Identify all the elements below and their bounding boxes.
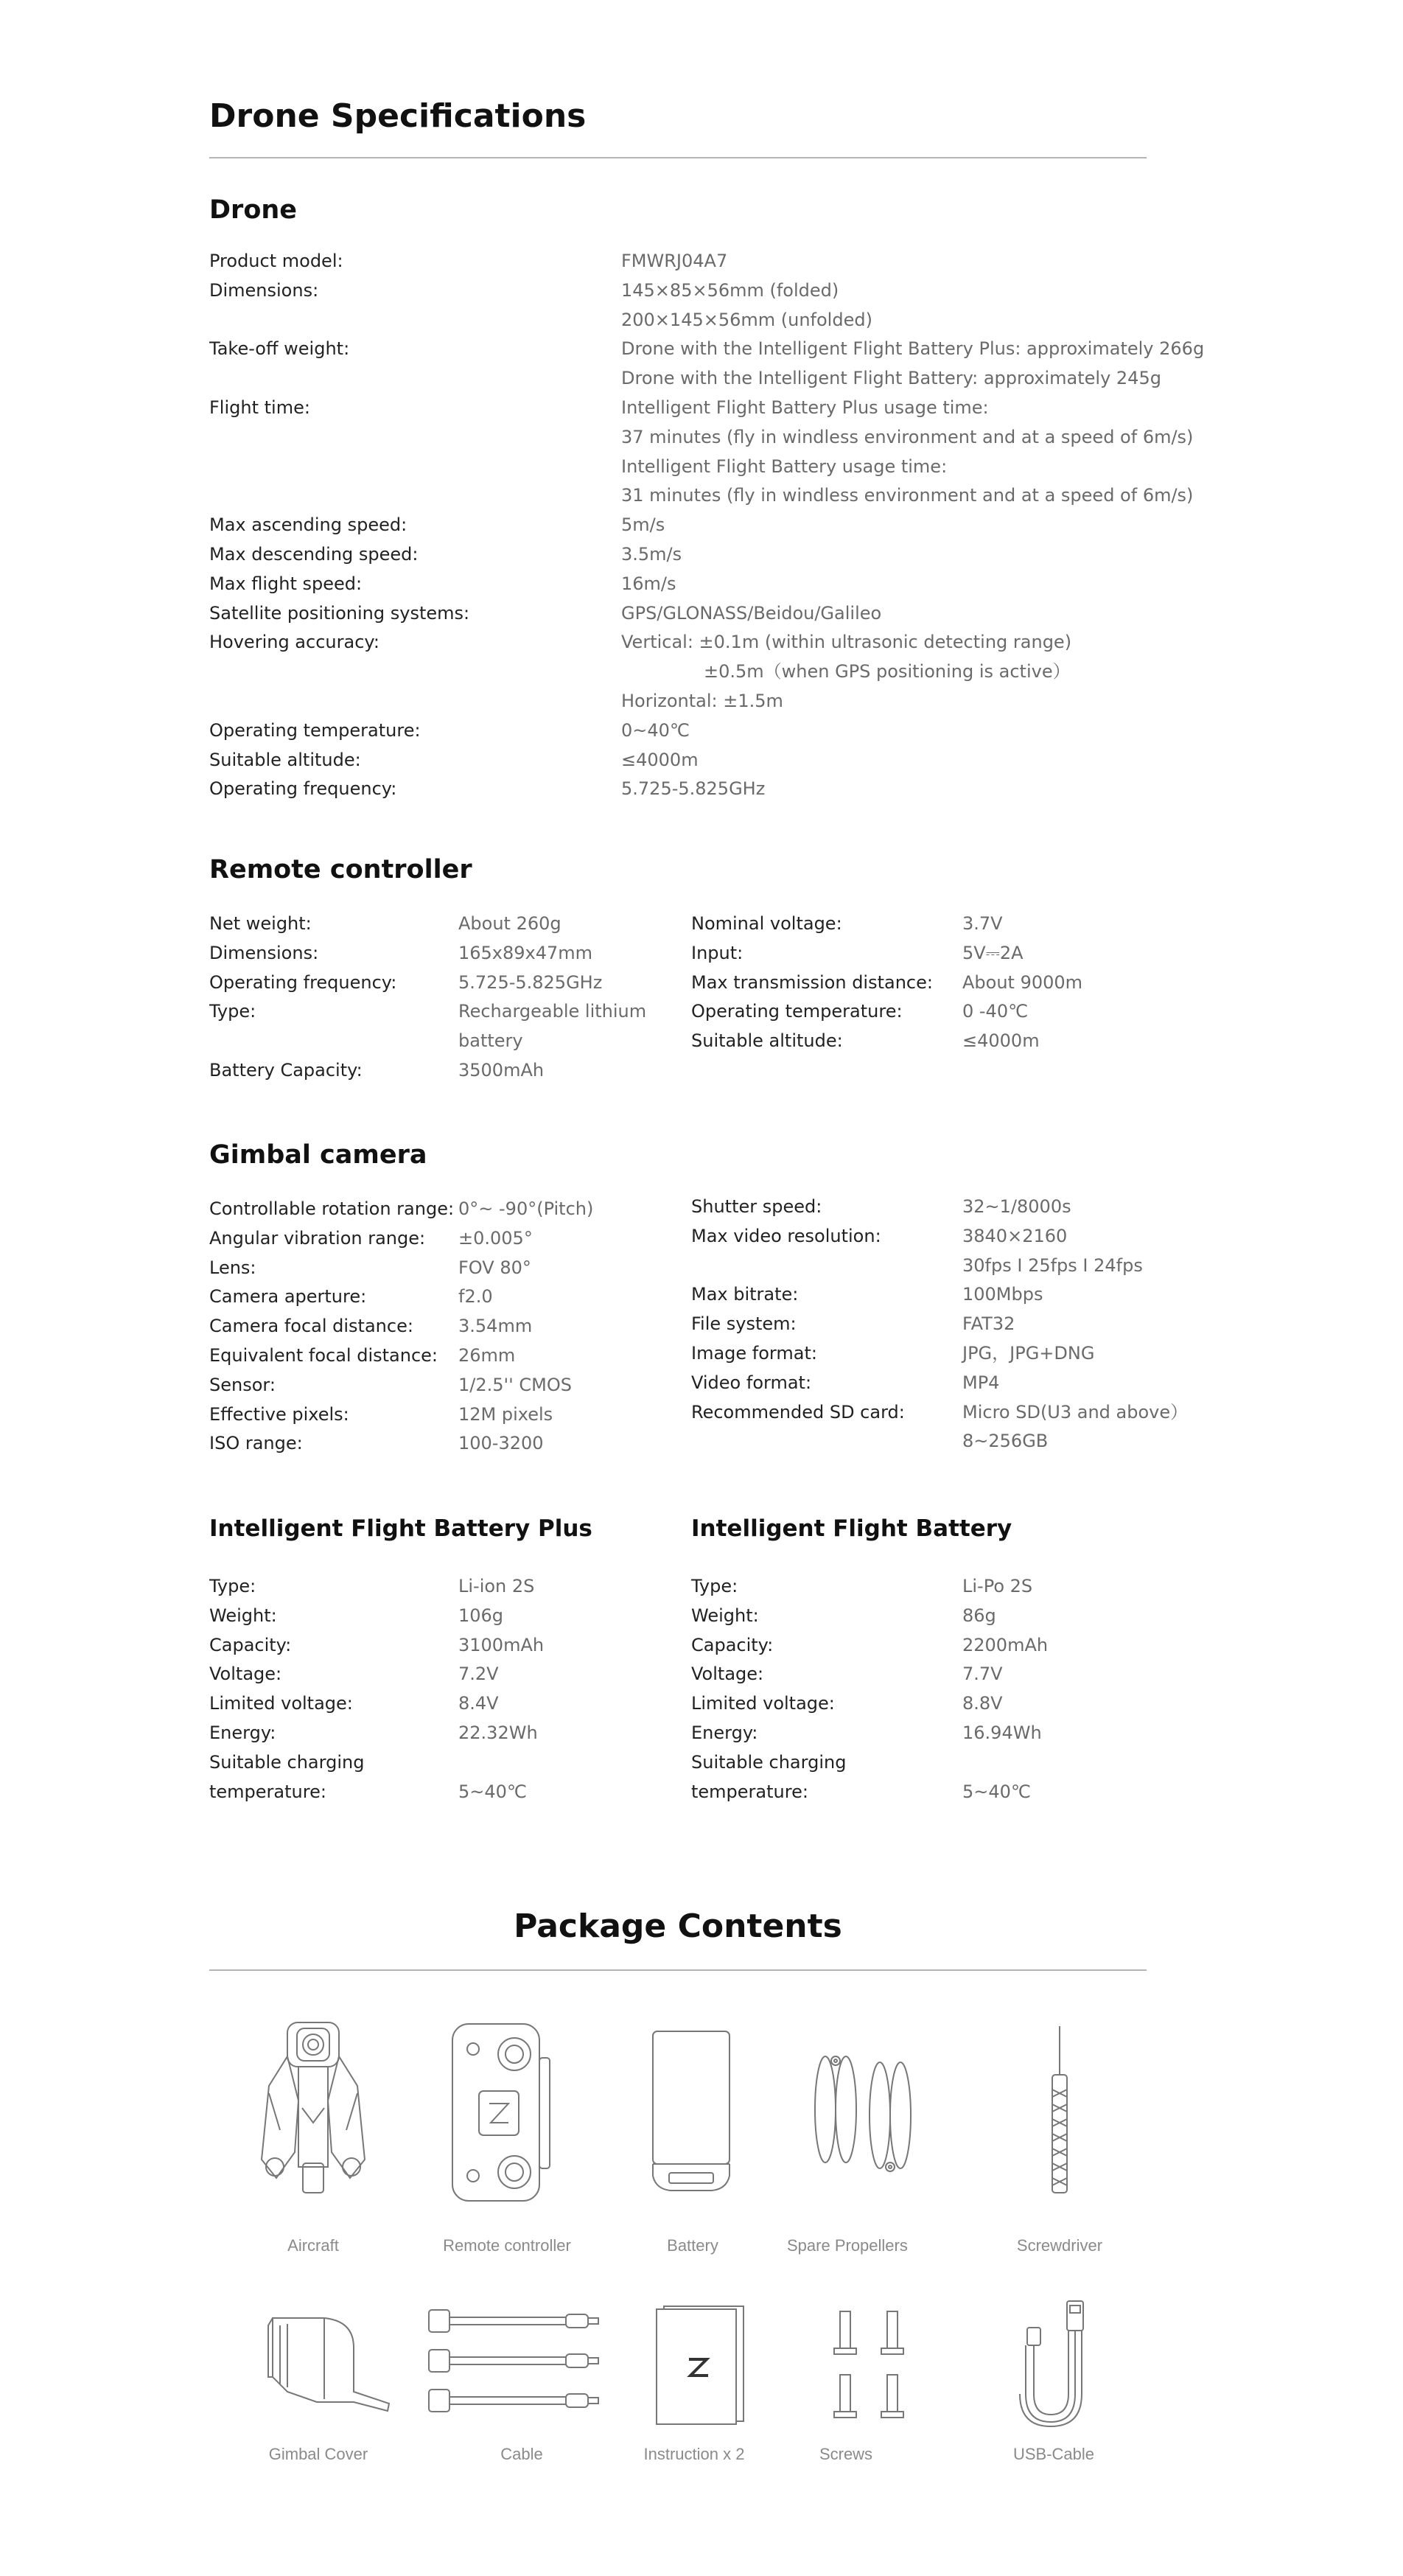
spec-label: Angular vibration range: (209, 1227, 426, 1249)
spec-value: GPS/GLONASS/Beidou/Galileo (621, 602, 882, 624)
caption-battery: Battery (667, 2236, 718, 2255)
spec-value: Drone with the Intelligent Flight Battery Plus: approximately 266g (621, 338, 1205, 360)
spec-label: Video format: (691, 1372, 812, 1393)
spec-value: 2200mAh (962, 1634, 1049, 1655)
spec-value: FAT32 (962, 1313, 1015, 1335)
spec-label: Dimensions: (209, 942, 319, 963)
spec-value: 5V⎓2A (962, 942, 1024, 963)
caption-screws: Screws (819, 2445, 873, 2463)
spec-label: Max ascending speed: (209, 514, 407, 536)
spec-value: 7.7V (962, 1664, 1003, 1685)
spec-value: 100-3200 (458, 1433, 544, 1454)
spec-label: Suitable charging (691, 1751, 847, 1773)
spec-value: Vertical: ±0.1m (within ultrasonic detecting range) (621, 632, 1072, 653)
spec-label: Energy: (209, 1722, 276, 1743)
battery-icon (648, 2028, 737, 2198)
spec-label: Suitable charging (209, 1751, 365, 1773)
spec-label: Product model: (209, 251, 343, 271)
spec-label: Nominal voltage: (691, 913, 842, 934)
spec-value: 12M pixels (458, 1403, 553, 1425)
spec-value: 3100mAh (458, 1634, 545, 1655)
spec-label: Suitable altitude: (209, 749, 361, 770)
spec-label: Type: (209, 1576, 256, 1596)
gimbal-cover-icon (258, 2311, 391, 2421)
spec-label: Operating frequency: (209, 778, 397, 800)
spec-value: 5~40℃ (458, 1781, 527, 1802)
instruction-icon (652, 2303, 748, 2425)
spec-label: Controllable rotation range: (209, 1198, 455, 1219)
spec-value: 3.54mm (458, 1316, 533, 1337)
spec-label: File system: (691, 1313, 797, 1335)
spec-value: 8~256GB (962, 1431, 1049, 1452)
spec-value: 165x89x47mm (458, 942, 593, 963)
spec-label: Input: (691, 942, 744, 963)
spec-label: Sensor: (209, 1374, 276, 1395)
spec-value: 8.4V (458, 1693, 499, 1714)
spec-label: Weight: (209, 1605, 277, 1626)
spec-label: Recommended SD card: (691, 1401, 905, 1423)
caption-spare-propellers: Spare Propellers (787, 2236, 908, 2255)
spec-value: Li-Po 2S (962, 1576, 1033, 1596)
spec-value: 3.5m/s (621, 544, 682, 565)
spec-value: 7.2V (458, 1664, 499, 1685)
spec-label: temperature: (691, 1781, 808, 1802)
spec-value: 0~40℃ (621, 719, 690, 741)
spec-value: 31 minutes (fly in windless environment and at a speed of 6m/s) (621, 485, 1194, 506)
spec-value: 8.8V (962, 1693, 1003, 1714)
spec-label: Max transmission distance: (691, 971, 933, 993)
spec-label: Effective pixels: (209, 1403, 349, 1425)
spec-label: Satellite positioning systems: (209, 602, 470, 624)
spec-value: 1/2.5'' CMOS (458, 1374, 572, 1395)
spec-value: 100Mbps (962, 1284, 1043, 1305)
caption-remote-controller: Remote controller (443, 2236, 571, 2255)
spec-label: Type: (691, 1576, 738, 1596)
spec-value: About 260g (458, 913, 561, 934)
spec-label: Take-off weight: (209, 338, 350, 360)
caption-screwdriver: Screwdriver (1016, 2236, 1103, 2255)
spec-value: 32~1/8000s (962, 1196, 1071, 1217)
spec-value: 3500mAh (458, 1060, 545, 1081)
spec-value: 106g (458, 1605, 504, 1626)
spec-label: Max flight speed: (209, 573, 363, 594)
cable-icon (426, 2300, 603, 2425)
spec-title: Drone Specifications (209, 97, 587, 135)
spec-value: 16m/s (621, 573, 676, 594)
spec-value: JPG，JPG+DNG (962, 1343, 1095, 1364)
caption-instruction: Instruction x 2 (643, 2445, 745, 2463)
spec-value: 200×145×56mm (unfolded) (621, 309, 872, 330)
spec-value: About 9000m (962, 971, 1083, 993)
spec-value: 5.725-5.825GHz (621, 778, 766, 800)
spec-value: 0 -40℃ (962, 1001, 1029, 1022)
spec-label: Hovering accuracy: (209, 632, 379, 653)
spec-label: Weight: (691, 1605, 759, 1626)
spec-value: ≤4000m (621, 749, 699, 770)
spec-value: 5m/s (621, 514, 665, 536)
spec-label: Equivalent focal distance: (209, 1345, 438, 1366)
spec-value: FMWRJ04A7 (621, 251, 728, 271)
spec-label: Energy: (691, 1722, 758, 1743)
spec-label: Camera focal distance: (209, 1316, 413, 1337)
spec-label: Voltage: (209, 1664, 282, 1685)
drone-heading: Drone (209, 195, 298, 225)
spec-value: 22.32Wh (458, 1722, 538, 1743)
spec-value: battery (458, 1030, 523, 1052)
spec-label: Capacity: (691, 1634, 774, 1655)
spec-value: Rechargeable lithium (458, 1001, 647, 1022)
caption-gimbal-cover: Gimbal Cover (268, 2445, 368, 2463)
spec-value: f2.0 (458, 1286, 493, 1308)
spec-value: ±0.005° (458, 1227, 533, 1249)
usb-cable-icon (1017, 2298, 1098, 2427)
spec-label: Voltage: (691, 1664, 764, 1685)
spec-value: Micro SD(U3 and above） (962, 1401, 1189, 1423)
spec-label: Net weight: (209, 913, 312, 934)
caption-aircraft: Aircraft (287, 2236, 339, 2255)
spec-value: 26mm (458, 1345, 516, 1366)
spec-value: 3.7V (962, 913, 1003, 934)
spec-label: Max video resolution: (691, 1225, 881, 1246)
spec-label: Max bitrate: (691, 1284, 799, 1305)
spec-value: Li-ion 2S (458, 1576, 535, 1596)
spec-value: 145×85×56mm (folded) (621, 279, 839, 301)
spec-label: Suitable altitude: (691, 1030, 843, 1052)
spec-value: Horizontal: ±1.5m (621, 691, 783, 711)
spec-value: FOV 80° (458, 1257, 531, 1278)
battery-plus-heading: Intelligent Flight Battery Plus (209, 1515, 592, 1542)
package-title: Package Contents (514, 1907, 842, 1945)
spec-label: Camera aperture: (209, 1286, 367, 1308)
spec-value: Drone with the Intelligent Flight Battery: approximately 245g (621, 368, 1161, 389)
spec-label: Operating frequency: (209, 971, 397, 993)
propellers-icon (809, 2050, 920, 2176)
gimbal-heading: Gimbal camera (209, 1140, 427, 1170)
spec-label: Lens: (209, 1257, 256, 1278)
spec-value: 86g (962, 1605, 996, 1626)
spec-label: Image format: (691, 1343, 817, 1364)
remote-controller-icon (449, 2021, 553, 2205)
spec-value: 5~40℃ (962, 1781, 1031, 1802)
caption-usb-cable: USB-Cable (1012, 2445, 1095, 2463)
aircraft-icon (254, 2020, 372, 2204)
spec-value: Intelligent Flight Battery Plus usage time: (621, 397, 989, 418)
spec-value: ≤4000m (962, 1030, 1040, 1052)
screws-icon (824, 2307, 912, 2425)
spec-label: ISO range: (209, 1433, 303, 1454)
spec-label: Dimensions: (209, 279, 319, 301)
spec-value: ±0.5m（when GPS positioning is active） (704, 661, 1071, 683)
spec-label: Limited voltage: (691, 1693, 835, 1714)
spec-label: Flight time: (209, 397, 310, 418)
spec-label: Shutter speed: (691, 1196, 822, 1217)
spec-value: 3840×2160 (962, 1225, 1068, 1246)
spec-value: 16.94Wh (962, 1722, 1042, 1743)
spec-label: Limited voltage: (209, 1693, 353, 1714)
spec-value: MP4 (962, 1372, 1000, 1393)
spec-label: temperature: (209, 1781, 326, 1802)
spec-value: 0°~ -90°(Pitch) (458, 1198, 594, 1219)
package-divider (209, 1969, 1147, 1971)
spec-value: Intelligent Flight Battery usage time: (621, 455, 948, 477)
spec-label: Operating temperature: (209, 719, 421, 741)
spec-label: Capacity: (209, 1634, 292, 1655)
title-divider (209, 157, 1147, 158)
spec-value: 5.725-5.825GHz (458, 971, 603, 993)
battery-heading: Intelligent Flight Battery (691, 1515, 1012, 1542)
spec-label: Battery Capacity: (209, 1060, 363, 1081)
spec-label: Operating temperature: (691, 1001, 903, 1022)
remote-heading: Remote controller (209, 855, 472, 884)
caption-cable: Cable (500, 2445, 543, 2463)
screwdriver-icon (1045, 2023, 1074, 2200)
spec-value: 37 minutes (fly in windless environment and at a speed of 6m/s) (621, 426, 1194, 447)
spec-label: Max descending speed: (209, 544, 419, 565)
spec-label: Type: (209, 1001, 256, 1022)
spec-value: 30fps I 25fps I 24fps (962, 1254, 1143, 1276)
